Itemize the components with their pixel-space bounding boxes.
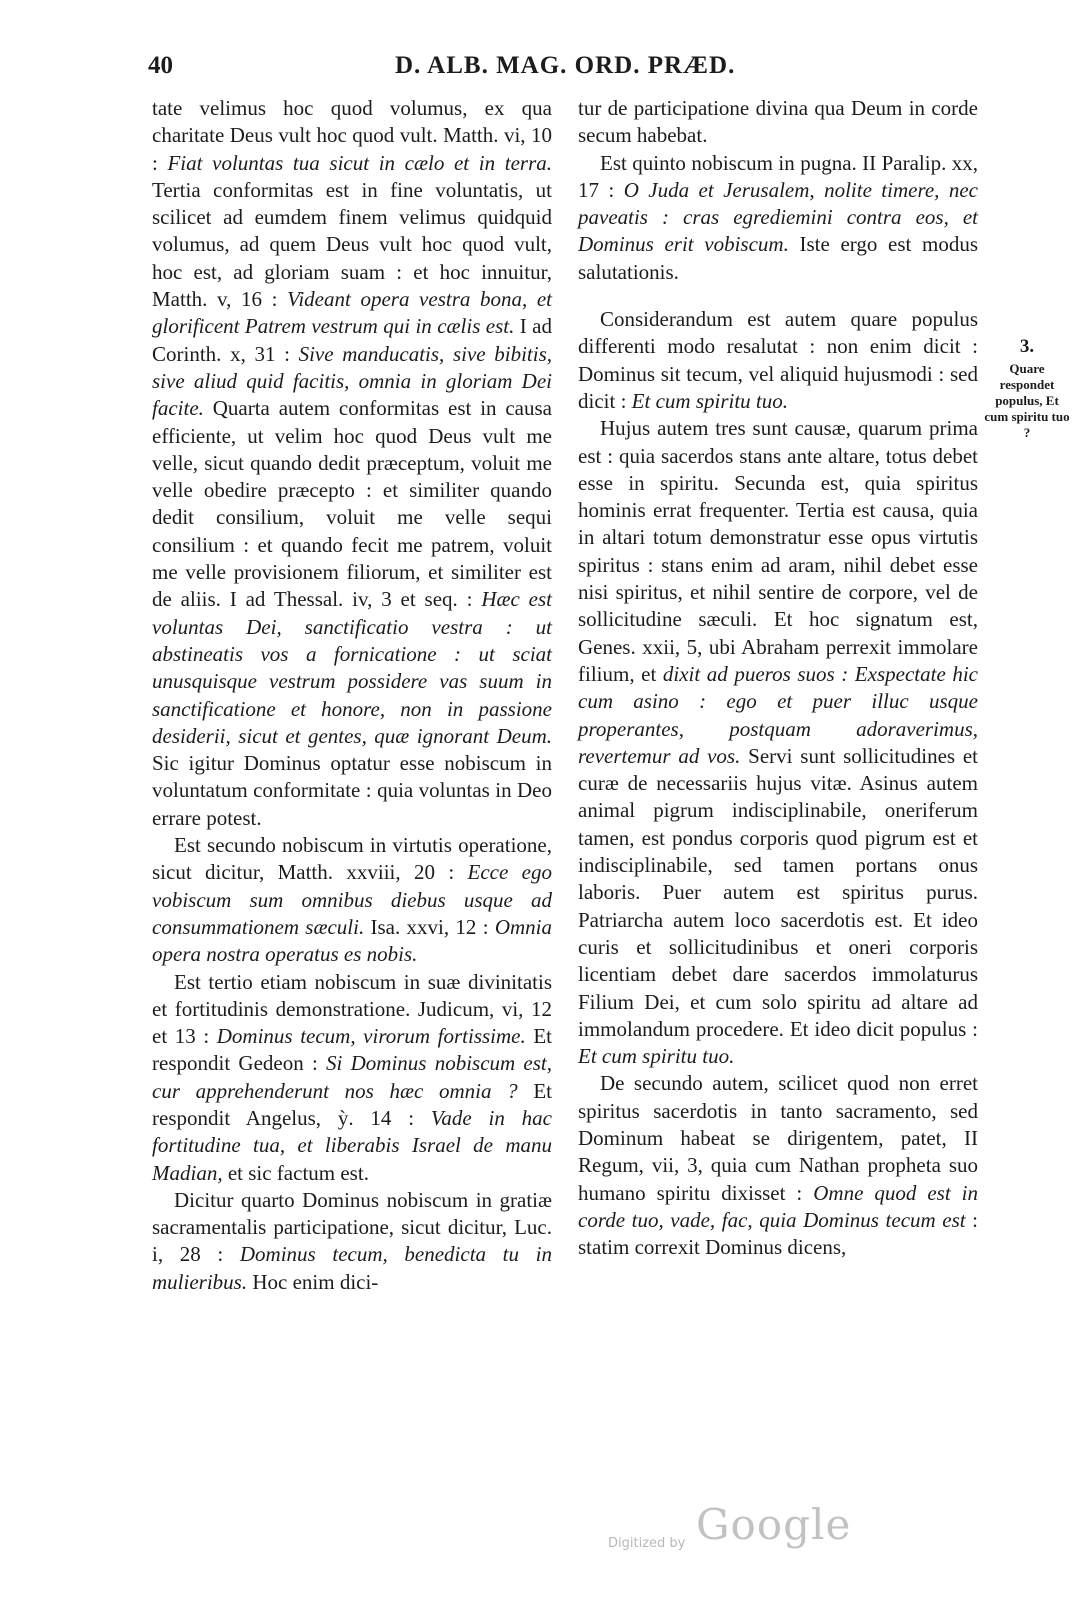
running-title: D. ALB. MAG. ORD. PRÆD.	[395, 52, 736, 79]
text-run: Quarta autem conformitas est in causa efficiente, ut velim hoc quod Deus vult me velle, sicut quando dedit præceptum, voluit me velle obedire præcepto : et similiter quando dedit consilium, voluit me velle sequi consilium : et quando fecit me patrem, voluit me velle provisionem filiorum, et similiter est de aliis. I ad Thessal. iv, 3 et seq. :	[152, 396, 552, 612]
italic-quotation: Et cum spiritu tuo.	[578, 1044, 735, 1069]
margin-note-number: 3.	[1019, 336, 1035, 357]
text-run: Est secundo nobiscum in virtutis operatione, sicut dicitur, Matth. xxviii, 20 :	[152, 833, 552, 885]
text-run: Est quinto nobiscum in pugna. II Paralip. xx, 17 :	[578, 150, 978, 202]
digitized-by-text: Digitized by	[608, 1536, 686, 1551]
text-run: Hoc enim dici-	[247, 1269, 379, 1294]
italic-quotation: Dominus tecum, virorum fortissime.	[216, 1024, 526, 1049]
text-run: Hujus autem tres sunt causæ, quarum prima est : quia sacerdos stans ante altare, totus debet esse in spiritu. Secunda est, quia spiritus hominis errat frequenter. Tertia est causa, quia in altari totum demonstratur esse opus virtutis spiritus : stans enim ad aram, nihil debet esse nisi spiritus, et nihil sentire de corpore, vel de sollicitudine sæculi. Et hoc signatum est, Genes. xxii, 5, ubi Abraham perrexit immolare filium, et	[578, 416, 978, 686]
italic-quotation: Videant opera vestra bona, et glorificent Patrem vestrum qui in cælis est.	[152, 287, 552, 339]
page-header	[0, 52, 1083, 88]
italic-quotation: Sive manducatis, sive bibitis, sive aliud quid facitis, omnia in gloriam Dei facite.	[152, 341, 552, 421]
paragraph	[152, 832, 552, 968]
paragraph	[578, 1070, 978, 1261]
paragraph	[578, 150, 978, 286]
text-run: tur de participatione divina qua Deum in corde secum habebat.	[578, 96, 978, 148]
text-run: Est tertio etiam nobiscum in suæ divinitatis et fortitudinis demonstratione. Judicum, vi, 12 et 13 :	[152, 969, 552, 1049]
italic-quotation: Hæc est voluntas Dei, sanctificatio vestra : ut abstineatis vos a fornicatione : ut sciat unusquisque vestrum possidere vas suum in sanctificatione et honore, non in passione desiderii, sicut et gentes, quæ ignorant Deum.	[152, 587, 552, 748]
text-run: tate velimus hoc quod volumus, ex qua charitate Deus vult hoc quod vult. Matth. vi, 10 :	[152, 96, 552, 175]
text-run: Dicitur quarto Dominus nobiscum in gratiæ sacramentalis participatione, sicut dicitur, Luc. i, 28 :	[152, 1187, 552, 1267]
paragraph	[152, 1187, 552, 1296]
italic-quotation: Si Dominus nobiscum est, cur apprehenderunt nos hæc omnia ?	[152, 1051, 553, 1103]
paragraph	[578, 306, 978, 415]
margin-note	[982, 333, 1072, 441]
paragraph-gap	[578, 286, 978, 306]
text-run: Servi sunt sollicitudines et curæ de necessariis hujus vitæ. Asinus autem animal pigrum indisciplinabile, oneriferum tamen, est pondus corporis quod pigrum est et indisciplinabile, sed tamen portans onus laboris. Puer autem est spiritus purus. Patriarcha autem loco sacerdotis est. Et ideo curis et sollicitudinibus et oneri corporis licentiam debet dare sacerdos immolaturus Filium Dei, et cum solo spiritu ad altare ad immolandum procedere. Et ideo dicit populus :	[578, 743, 979, 1041]
text-run: Et respondit Gedeon :	[152, 1024, 552, 1076]
text-run: Iste ergo est modus salutationis.	[578, 232, 978, 284]
italic-quotation: Vade in hac fortitudine tua, et liberabis Israel de manu Madian,	[152, 1105, 552, 1185]
italic-quotation: dixit ad pueros suos : Exspectate hic cum asino : ego et puer illuc usque properantes, postquam adoraverimus, revertemur ad vos.	[578, 661, 978, 768]
italic-quotation: Et cum spiritu tuo.	[631, 388, 789, 413]
text-run: Sic igitur Dominus optatur esse nobiscum in voluntatum conformitate : quia voluntas in Deo errare potest.	[152, 751, 552, 830]
italic-quotation: Omne quod est in corde tuo, vade, fac, quia Dominus tecum est	[578, 1180, 978, 1232]
text-run: Considerandum est autem quare populus differenti modo resalutat : non enim dicit : Dominus sit tecum, vel aliquid hujusmodi : sed dicit :	[578, 307, 978, 413]
paragraph	[152, 969, 552, 1187]
italic-quotation: Dominus tecum, benedicta tu in mulieribus.	[152, 1242, 553, 1294]
page-number: 40	[148, 52, 173, 79]
text-run: : statim correxit Dominus dicens,	[578, 1207, 978, 1260]
italic-quotation: Fiat voluntas tua sicut in cælo et in terra.	[167, 150, 552, 175]
text-run: Isa. xxvi, 12 :	[364, 914, 495, 939]
margin-note-text: Quare respondet populus, Et cum spiritu tuo ?	[984, 361, 1070, 440]
text-run: I ad Corinth. x, 31 :	[152, 314, 552, 366]
google-logo: Google	[696, 1500, 852, 1549]
paragraph	[578, 95, 978, 150]
paragraph	[152, 95, 552, 832]
paragraph	[578, 415, 978, 1070]
text-run: Et respondit Angelus, ỳ. 14 :	[152, 1078, 552, 1130]
left-text-column	[152, 95, 552, 1296]
italic-quotation: Ecce ego vobiscum sum omnibus diebus usque ad consummationem sæculi.	[152, 860, 552, 939]
text-run: Tertia conformitas est in fine voluntatis, ut scilicet ad eumdem finem velimus quidquid volumus, ad quem Deus vult hoc quod vult, hoc est, ad gloriam suam : et hoc innuitur, Matth. v, 16 :	[152, 177, 552, 312]
text-run: De secundo autem, scilicet quod non erret spiritus sacerdotis in tanto sacramento, sed Dominum habeat se dirigentem, patet, II Regum, vii, 3, quia cum Nathan propheta suo humano spiritu dixisset :	[578, 1071, 978, 1205]
right-text-column	[578, 95, 978, 1261]
italic-quotation: Omnia opera nostra operatus es nobis.	[152, 914, 553, 967]
digitized-watermark	[608, 1500, 868, 1560]
italic-quotation: O Juda et Jerusalem, nolite timere, nec paveatis : cras egrediemini contra eos, et Dominus erit vobiscum.	[578, 177, 978, 257]
text-run: et sic factum est.	[222, 1160, 369, 1185]
